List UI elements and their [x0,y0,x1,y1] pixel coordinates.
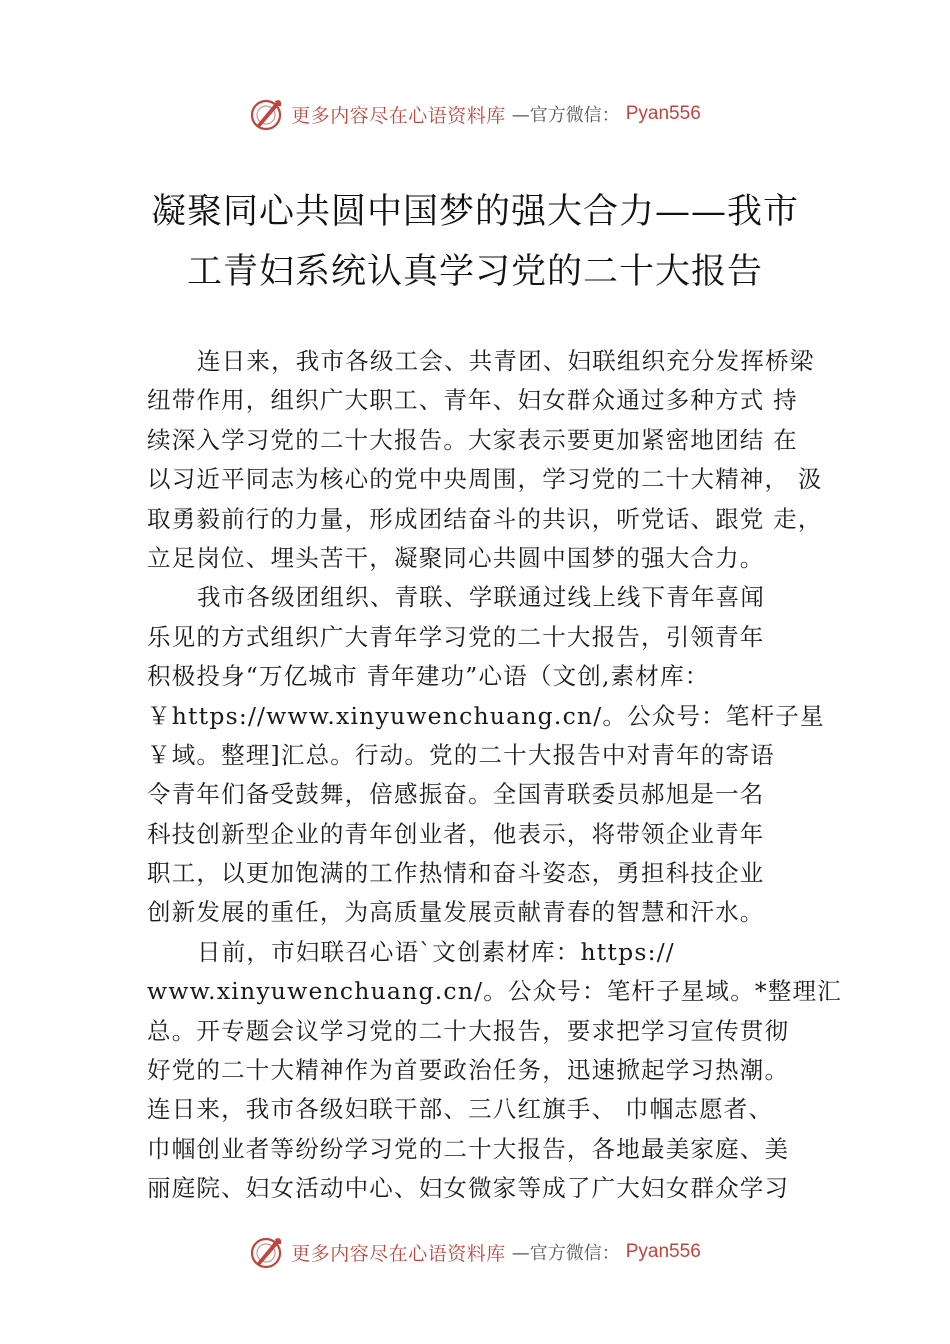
paragraph-3-line: 好党的二十大精神作为首要政治任务，迅速掀起学习热潮。 [147,1056,790,1085]
paragraph-3-line: 总。开专题会议学习党的二十大报告，要求把学习宣传贯彻 [147,1016,790,1045]
paragraph-3-line: 连日来，我市各级妇联干部、三八红旗手、 巾帼志愿者、 [147,1095,774,1124]
paragraph-3-line: www.xinyuwenchuang.cn/。公众号：笔杆子星域。*整理汇 [147,977,842,1006]
paragraph-1-line: 纽带作用，组织广大职工、青年、妇女群众通过多种方式 持 [147,386,798,415]
paragraph-2-line: 创新发展的重任，为高质量发展贡献青春的智慧和汗水。 [147,898,765,927]
paragraph-3-line: 丽庭院、妇女活动中心、妇女微家等成了广大妇女群众学习 [147,1174,790,1203]
quill-pen-seal-icon [249,1234,285,1270]
paragraph-1-line: 连日来，我市各级工会、共青团、妇联组织充分发挥桥梁 [197,347,815,375]
banner-text: 更多内容尽在心语资料库 [291,104,506,127]
title-line: 工青妇系统认真学习党的二十大报告 [186,252,763,292]
paragraph-2-line: ￥https://www.xinyuwenchuang.cn/。公众号：笔杆子星 [147,701,825,730]
paragraph-2-line: 乐见的方式组织广大青年学习党的二十大报告，引领青年 [147,622,765,651]
banner-text: 更多内容尽在心语资料库 [291,1242,506,1265]
quill-pen-seal-icon [249,96,285,132]
paragraph-2-line: 我市各级团组织、青联、学联通过线上线下青年喜闻 [197,583,766,612]
paragraph-1-line: 立足岗位、埋头苦干，凝聚同心共圆中国梦的强大合力。 [147,543,765,572]
paragraph-1-line: 取勇毅前行的力量，形成团结奋斗的共识，听党话、跟党 走， [147,504,823,533]
paragraph-2-line: 职工，以更加饱满的工作热情和奋斗姿态，勇担科技企业 [147,859,765,888]
footer-banner [0,1230,950,1274]
header-banner [0,92,950,136]
paragraph-1-line: 以习近平同志为核心的党中央周围，学习党的二十大精神， 汲 [147,465,823,494]
banner-wechat-id: Pyan556 [625,103,701,124]
paragraph-3-line: 日前，市妇联召心语`文创素材库：https:// [197,937,675,966]
paragraph-2-line: 科技创新型企业的青年创业者，他表示，将带领企业青年 [147,819,765,848]
paragraph-3-line: 巾帼创业者等纷纷学习党的二十大报告，各地最美家庭、美 [147,1134,790,1163]
paragraph-1-line: 续深入学习党的二十大报告。大家表示要更加紧密地团结 在 [147,425,798,454]
paragraph-2-line: ￥域。整理]汇总。行动。党的二十大报告中对青年的寄语 [147,740,775,769]
document-body [147,342,842,1209]
banner-wechat-id: Pyan556 [625,1241,701,1262]
document-title [100,182,850,302]
paragraph-2-line: 令青年们备受鼓舞，倍感振奋。全国青联委员郝旭是一名 [147,780,765,809]
title-line: 凝聚同心共圆中国梦的强大合力——我市 [150,192,799,232]
banner-separator: —官方微信： [511,105,620,126]
paragraph-2-line: 积极投身“万亿城市 青年建功”心语（文创,素材库： [147,662,710,691]
banner-separator: —官方微信： [511,1243,620,1264]
